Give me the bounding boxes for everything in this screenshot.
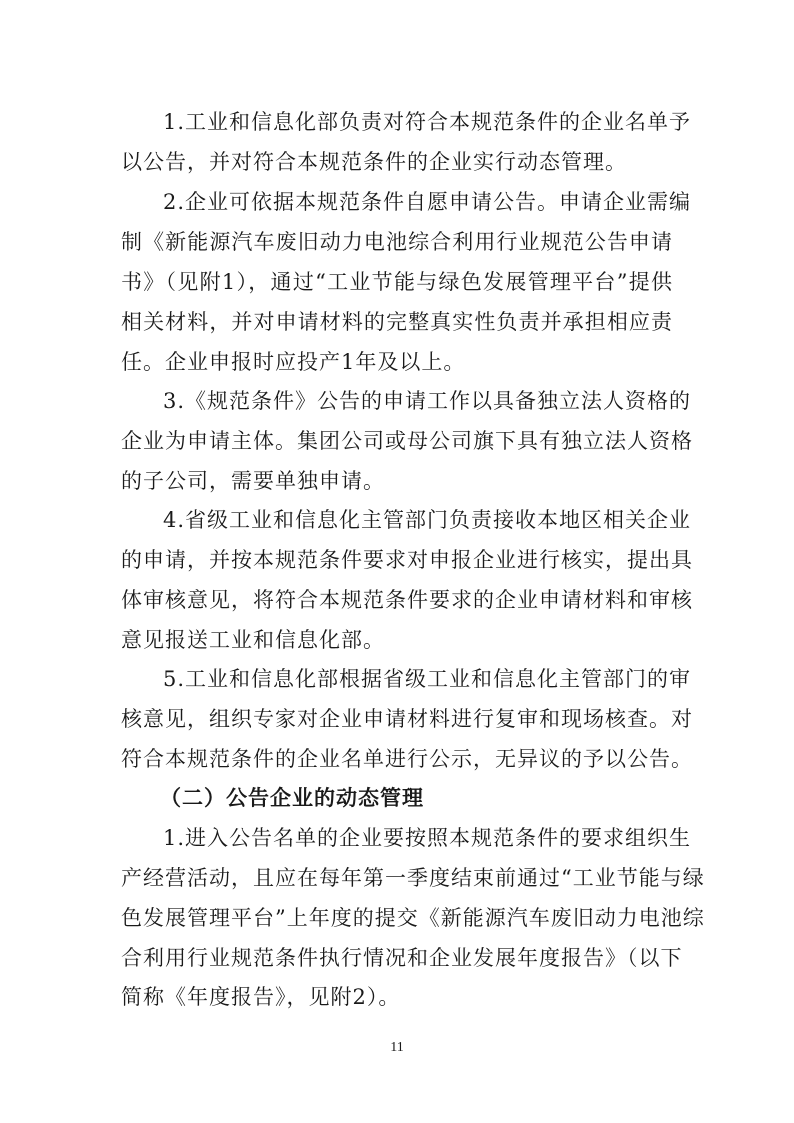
page-number: 11 <box>390 1040 404 1055</box>
paragraph-4-line-3: 体审核意见，将符合本规范条件要求的企业申请材料和审核 <box>121 588 693 612</box>
section-heading: （二）公告企业的动态管理 <box>160 786 424 810</box>
paragraph-5-line-1: 5.工业和信息化部根据省级工业和信息化主管部门的审 <box>163 667 692 691</box>
paragraph-2-line-1: 2.企业可依据本规范条件自愿申请公告。申请企业需编 <box>163 190 692 214</box>
paragraph-4-line-1: 4.省级工业和信息化主管部门负责接收本地区相关企业 <box>163 508 692 532</box>
paragraph-3-line-1: 3.《规范条件》公告的申请工作以具备独立法人资格的 <box>163 389 692 413</box>
paragraph-4-line-4: 意见报送工业和信息化部。 <box>121 628 385 652</box>
section-paragraph-1-line-4: 合利用行业规范条件执行情况和企业发展年度报告》（以下 <box>121 946 683 970</box>
paragraph-3-line-2: 企业为申请主体。集团公司或母公司旗下具有独立法人资格 <box>121 429 693 453</box>
paragraph-2-line-5: 任。企业申报时应投产1年及以上。 <box>121 350 466 374</box>
paragraph-2-line-4: 相关材料，并对申请材料的完整真实性负责并承担相应责 <box>121 310 673 334</box>
paragraph-2-line-3: 书》（见附1），通过“工业节能与绿色发展管理平台”提供 <box>121 270 673 294</box>
section-paragraph-1-line-2: 产经营活动，且应在每年第一季度结束前通过“工业节能与绿 <box>121 866 705 890</box>
paragraph-1-line-2: 以公告，并对符合本规范条件的企业实行动态管理。 <box>121 150 627 174</box>
section-paragraph-1-line-1: 1.进入公告名单的企业要按照本规范条件的要求组织生 <box>163 826 692 850</box>
section-paragraph-1-line-3: 色发展管理平台”上年度的提交《新能源汽车废旧动力电池综 <box>121 906 705 930</box>
paragraph-5-line-2: 核意见，组织专家对企业申请材料进行复审和现场核查。对 <box>121 707 693 731</box>
paragraph-2-line-2: 制《新能源汽车废旧动力电池综合利用行业规范公告申请 <box>121 230 673 254</box>
paragraph-5-line-3: 符合本规范条件的企业名单进行公示，无异议的予以公告。 <box>121 747 693 771</box>
section-paragraph-1-line-5: 简称《年度报告》，见附2）。 <box>121 985 401 1009</box>
paragraph-3-line-3: 的子公司，需要单独申请。 <box>121 469 385 493</box>
paragraph-4-line-2: 的申请，并按本规范条件要求对申报企业进行核实，提出具 <box>121 548 693 572</box>
paragraph-1-line-1: 1.工业和信息化部负责对符合本规范条件的企业名单予 <box>163 110 692 134</box>
